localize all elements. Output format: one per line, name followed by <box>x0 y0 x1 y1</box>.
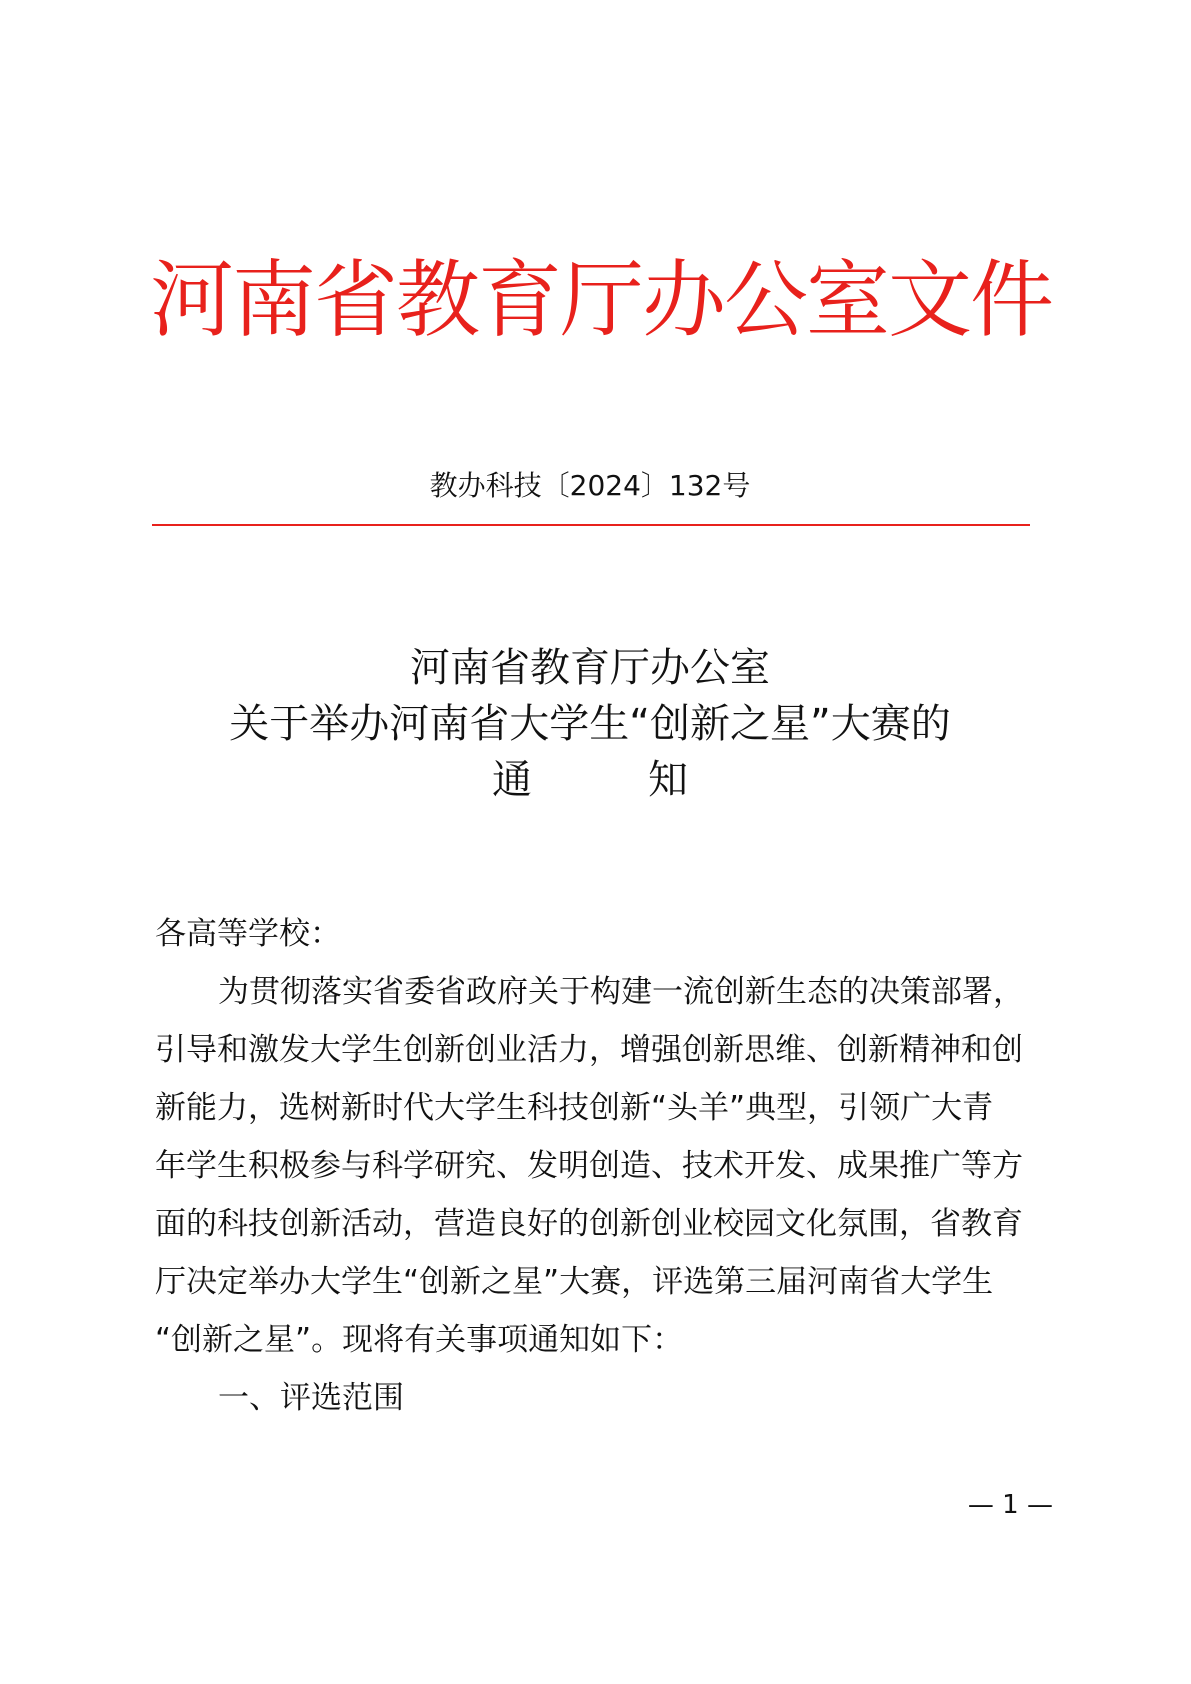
document-masthead: 河南省教育厅办公室文件 <box>150 251 1053 349</box>
section-heading: 一、评选范围 <box>218 1380 404 1416</box>
title-line-1: 河南省教育厅办公室 <box>410 645 770 691</box>
red-divider-line <box>152 524 1030 526</box>
paragraph-line: 面的科技创新活动，营造良好的创新创业校园文化氛围，省教育 <box>155 1206 1023 1242</box>
paragraph-line: “创新之星”。现将有关事项通知如下： <box>155 1322 684 1358</box>
page-number: — 1 — <box>967 1490 1053 1520</box>
paragraph-line: 年学生积极参与科学研究、发明创造、技术开发、成果推广等方 <box>155 1148 1023 1184</box>
document-number: 教办科技〔2024〕132号 <box>429 469 751 502</box>
paragraph-line: 厅决定举办大学生“创新之星”大赛，评选第三届河南省大学生 <box>155 1264 994 1300</box>
title-word-tong: 通 <box>492 757 532 803</box>
notice-title <box>150 640 1030 808</box>
notice-body <box>155 905 1055 1427</box>
title-line-3 <box>150 752 1030 808</box>
title-word-zhi: 知 <box>648 757 688 803</box>
salutation: 各高等学校： <box>155 916 341 952</box>
paragraph-line: 新能力，选树新时代大学生科技创新“头羊”典型，引领广大青 <box>155 1090 994 1126</box>
paragraph-line: 引导和激发大学生创新创业活力，增强创新思维、创新精神和创 <box>155 1032 1023 1068</box>
paragraph-line: 为贯彻落实省委省政府关于构建一流创新生态的决策部署， <box>218 974 1024 1010</box>
title-line-2: 关于举办河南省大学生“创新之星”大赛的 <box>229 701 951 747</box>
